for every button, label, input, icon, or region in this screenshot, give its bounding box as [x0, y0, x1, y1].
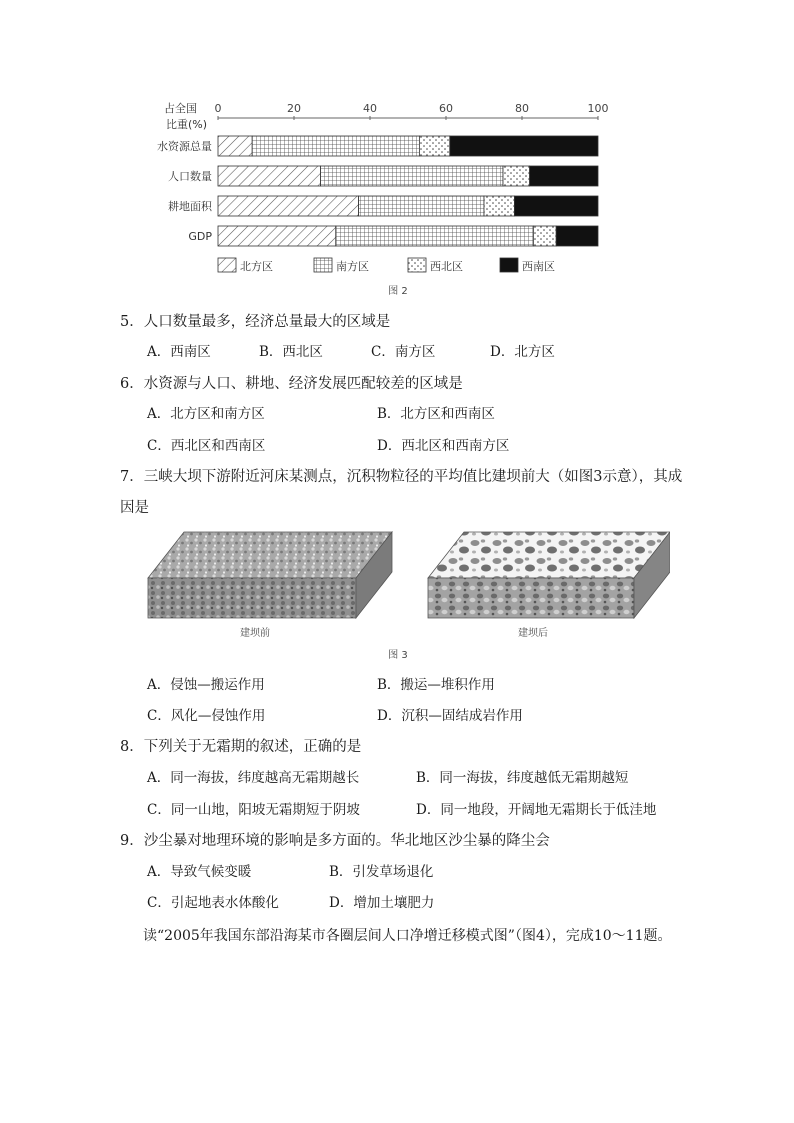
row-label-1: 人口数量	[168, 170, 212, 183]
tick-label-100: 100	[587, 102, 609, 115]
figure-2-chart	[140, 96, 630, 298]
bar-人口数量-西南区	[530, 166, 598, 186]
tick-label-40: 40	[363, 102, 377, 115]
bar-水资源总量-西北区	[419, 136, 449, 156]
row-labels	[157, 139, 213, 243]
bar-耕地面积-西南区	[514, 196, 598, 216]
bar-水资源总量-北方区	[218, 136, 252, 156]
q8-option-a: A．同一海拔，纬度越高无霜期越长	[147, 770, 360, 786]
legend-swatch-0	[218, 258, 236, 272]
q8-option-d: D．同一地段，开阔地无霜期长于低洼地	[416, 802, 657, 818]
q9-option-c: C．引起地表水体酸化	[147, 895, 279, 911]
legend-swatch-2	[408, 258, 426, 272]
row-label-3: GDP	[188, 230, 212, 243]
bar-GDP-西北区	[533, 226, 556, 246]
q7-option-a: A．侵蚀—搬运作用	[147, 677, 265, 693]
block-after-dam	[428, 532, 670, 618]
q5-option-c: C．南方区	[371, 344, 436, 360]
bar-人口数量-南方区	[321, 166, 503, 186]
bar-GDP-南方区	[336, 226, 534, 246]
bar-耕地面积-西北区	[484, 196, 514, 216]
legend	[218, 258, 555, 273]
legend-label-3: 西南区	[522, 260, 555, 273]
question-7-stem-cont: 因是	[120, 500, 149, 516]
question-5-stem: 5．人口数量最多，经济总量最大的区域是	[120, 314, 391, 330]
bar-水资源总量-西南区	[450, 136, 598, 156]
bars	[218, 136, 598, 246]
q7-option-d: D．沉积—固结成岩作用	[377, 708, 523, 724]
q6-option-a: A．北方区和南方区	[147, 406, 265, 422]
bar-水资源总量-南方区	[252, 136, 419, 156]
intro-questions-10-11: 读“2005年我国东部沿海某市各圈层间人口净增迁移模式图”（图4），完成10～11题。	[143, 928, 672, 944]
tick-label-20: 20	[287, 102, 301, 115]
legend-swatch-1	[314, 258, 332, 272]
bar-人口数量-西北区	[503, 166, 530, 186]
legend-label-0: 北方区	[240, 260, 273, 273]
label-before-dam: 建坝前	[240, 628, 270, 639]
figure-3-sediment-diagram	[140, 520, 670, 665]
question-8-stem: 8．下列关于无霜期的叙述，正确的是	[120, 739, 362, 755]
block-before-dam	[148, 532, 392, 618]
question-9-stem: 9．沙尘暴对地理环境的影响是多方面的。华北地区沙尘暴的降尘会	[120, 833, 550, 849]
legend-label-1: 南方区	[336, 260, 369, 273]
q7-option-b: B．搬运—堆积作用	[377, 677, 495, 693]
q6-option-d: D．西北区和西南方区	[377, 438, 510, 454]
q9-option-b: B．引发草场退化	[329, 864, 434, 880]
bar-GDP-北方区	[218, 226, 336, 246]
axis-ticks	[215, 102, 609, 120]
row-label-0: 水资源总量	[157, 140, 212, 153]
bar-GDP-西南区	[556, 226, 598, 246]
q6-option-b: B．北方区和西南区	[377, 406, 495, 422]
label-after-dam: 建坝后	[518, 628, 548, 639]
bar-人口数量-北方区	[218, 166, 321, 186]
q8-option-b: B．同一海拔，纬度越低无霜期越短	[416, 770, 629, 786]
q6-option-c: C．西北区和西南区	[147, 438, 266, 454]
question-6-stem: 6．水资源与人口、耕地、经济发展匹配较差的区域是	[120, 376, 463, 392]
axis-label-line2: 比重(%)	[166, 118, 208, 131]
q8-option-c: C．同一山地，阳坡无霜期短于阴坡	[147, 802, 360, 818]
bar-耕地面积-北方区	[218, 196, 359, 216]
tick-label-80: 80	[515, 102, 529, 115]
question-7-stem: 7．三峡大坝下游附近河床某测点，沉积物粒径的平均值比建坝前大（如图3示意），其成	[120, 469, 683, 485]
q5-option-d: D．北方区	[490, 344, 555, 360]
tick-label-60: 60	[439, 102, 453, 115]
q5-option-b: B．西北区	[259, 344, 323, 360]
axis-label-line1: 占全国	[164, 102, 197, 115]
q5-option-a: A．西南区	[147, 344, 211, 360]
q9-option-d: D．增加土壤肥力	[329, 895, 435, 911]
tick-label-0: 0	[214, 102, 222, 115]
figure-3-caption: 图 3	[388, 650, 408, 661]
q7-option-c: C．风化—侵蚀作用	[147, 708, 266, 724]
legend-label-2: 西北区	[430, 260, 463, 273]
legend-swatch-3	[500, 258, 518, 272]
q9-option-a: A．导致气候变暖	[147, 864, 252, 880]
figure-2-caption: 图 2	[388, 286, 408, 297]
bar-耕地面积-南方区	[359, 196, 484, 216]
row-label-2: 耕地面积	[168, 200, 212, 213]
